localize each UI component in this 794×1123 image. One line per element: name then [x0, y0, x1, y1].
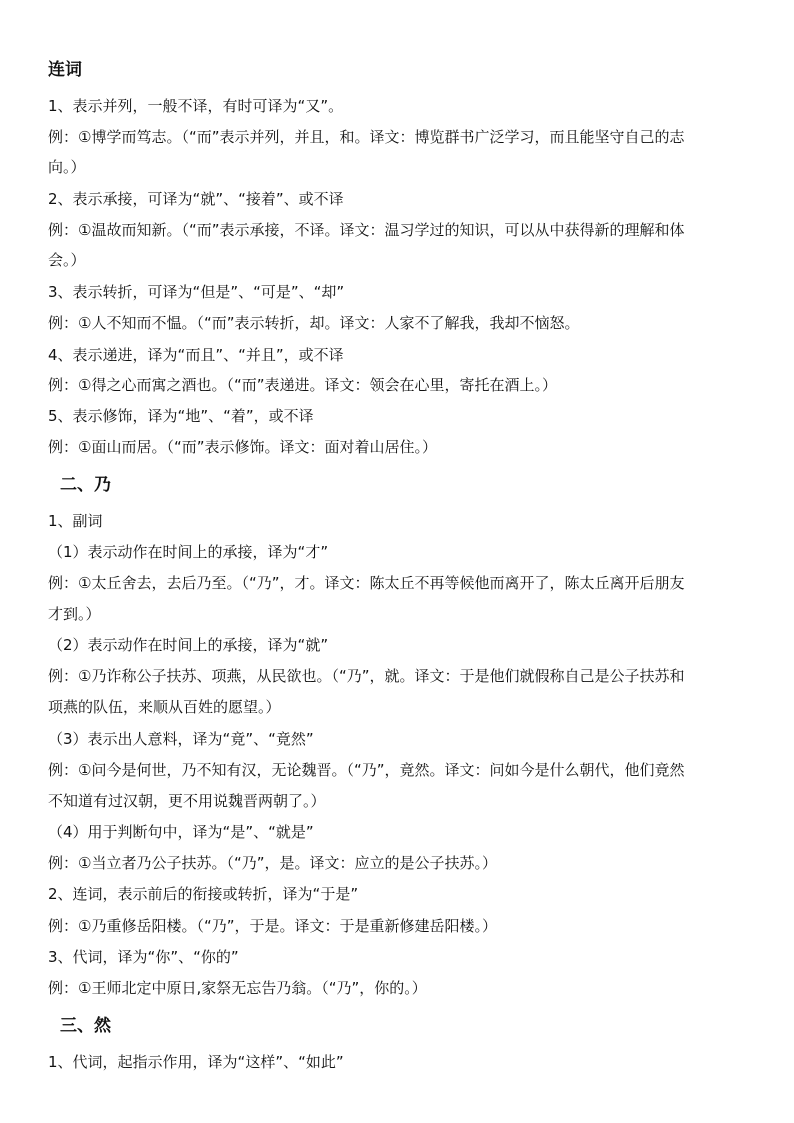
text-line: （3）表示出人意料，译为“竟”、“竟然”	[48, 730, 314, 748]
text-line: 例：①人不知而不愠。（“而”表示转折，却。译文：人家不了解我，我却不恼怒。	[48, 314, 580, 332]
text-line: 5、表示修饰，译为“地”、“着”，或不译	[48, 407, 314, 425]
text-line: 例：①问今是何世，乃不知有汉，无论魏晋。（“乃”，竟然。译文：问如今是什么朝代，他们竟然	[48, 761, 685, 779]
text-line: （4）用于判断句中，译为“是”、“就是”	[48, 823, 314, 841]
text-line: 向。）	[48, 158, 86, 176]
text-line: 1、表示并列，一般不译，有时可译为“又”。	[48, 97, 344, 115]
text-line: 例：①乃重修岳阳楼。（“乃”，于是。译文：于是重新修建岳阳楼。）	[48, 917, 497, 935]
section-heading: 二、乃	[60, 475, 111, 495]
text-line: 不知道有过汉朝，更不用说魏晋两朝了。）	[48, 792, 326, 810]
text-line: 例：①面山而居。（“而”表示修饰。译文：面对着山居住。）	[48, 438, 437, 456]
text-line: 2、连词，表示前后的衔接或转折，译为“于是”	[48, 885, 359, 903]
text-line: 才到。）	[48, 605, 101, 623]
section-heading: 三、然	[60, 1016, 111, 1036]
text-line: 会。）	[48, 251, 86, 269]
text-line: 4、表示递进，译为“而且”、“并且”，或不译	[48, 346, 344, 364]
text-line: 2、表示承接，可译为“就”、“接着”、或不译	[48, 190, 344, 208]
text-line: （1）表示动作在时间上的承接，译为“才”	[48, 543, 329, 561]
text-line: 例：①得之心而寓之酒也。（“而”表递进。译文：领会在心里，寄托在酒上。）	[48, 376, 557, 394]
text-line: 例：①博学而笃志。（“而”表示并列，并且，和。译文：博览群书广泛学习，而且能坚守自己的志	[48, 128, 685, 146]
text-line: 3、代词，译为“你”、“你的”	[48, 948, 239, 966]
text-line: 例：①王师北定中原日,家祭无忘告乃翁。（“乃”，你的。）	[48, 979, 427, 997]
text-line: 1、副词	[48, 512, 103, 530]
text-line: 例：①乃诈称公子扶苏、项燕，从民欲也。（“乃”，就。译文：于是他们就假称自己是公子扶苏和	[48, 667, 685, 685]
text-line: 3、表示转折，可译为“但是”、“可是”、“却”	[48, 283, 345, 301]
text-line: 例：①当立者乃公子扶苏。（“乃”，是。译文：应立的是公子扶苏。）	[48, 854, 497, 872]
text-line: 例：①太丘舍去，去后乃至。（“乃”，才。译文：陈太丘不再等候他而离开了，陈太丘离开后朋友	[48, 574, 685, 592]
section-heading: 连词	[48, 60, 82, 80]
text-line: （2）表示动作在时间上的承接，译为“就”	[48, 636, 329, 654]
text-line: 1、代词，起指示作用，译为“这样”、“如此”	[48, 1053, 344, 1071]
text-line: 例：①温故而知新。（“而”表示承接，不译。译文：温习学过的知识，可以从中获得新的理解和体	[48, 221, 685, 239]
text-line: 项燕的队伍，来顺从百姓的愿望。）	[48, 698, 281, 716]
